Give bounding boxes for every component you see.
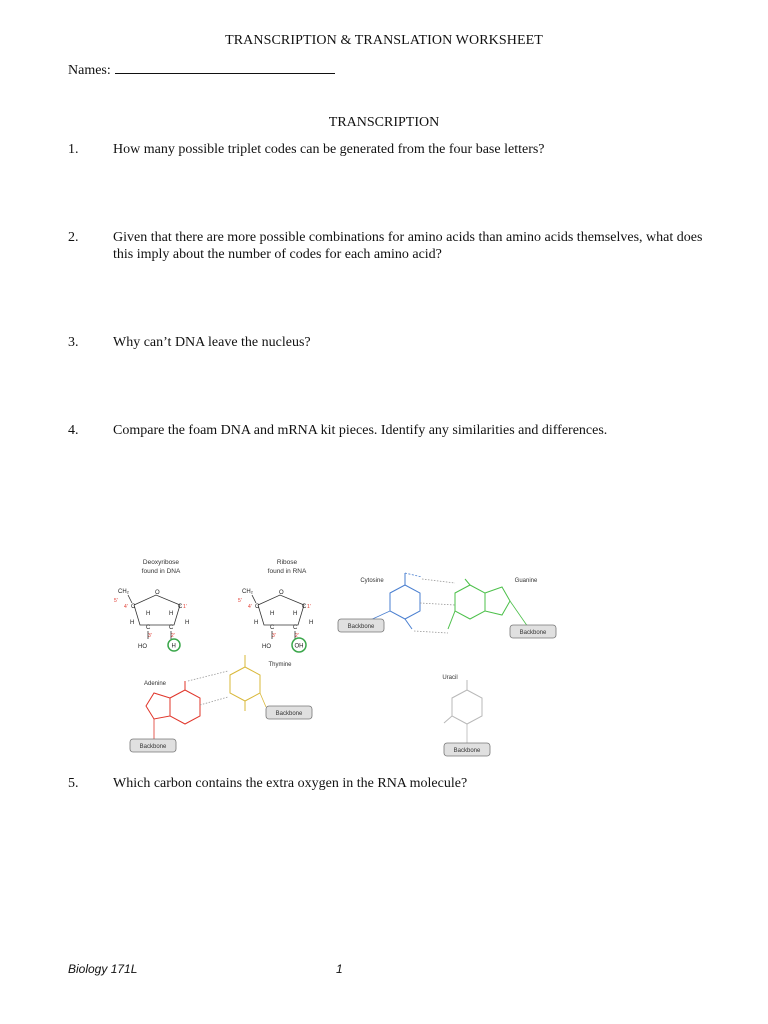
- carbon-label: C: [255, 604, 260, 610]
- carbon-label: C: [131, 604, 136, 610]
- hydrogen-label: H: [130, 620, 135, 626]
- cytosine-guanine-pair: [338, 573, 556, 638]
- question-text: Why can’t DNA leave the nucleus?: [113, 335, 311, 350]
- footer-page-number: 1: [336, 962, 343, 976]
- prime-label: 3': [148, 633, 152, 639]
- prime-label: 1': [183, 604, 187, 610]
- nucleotide-structures-figure: [110, 553, 570, 763]
- question-number: 1.: [68, 142, 79, 157]
- section-title: TRANSCRIPTION: [328, 115, 440, 130]
- names-label: Names:: [68, 63, 111, 78]
- hydrogen-label: H: [254, 620, 259, 626]
- backbone-label: Backbone: [347, 624, 375, 630]
- prime-label: 5': [238, 598, 242, 604]
- hydrogen-label: H: [169, 611, 174, 617]
- question-number: 3.: [68, 335, 79, 350]
- question-text: Which carbon contains the extra oxygen in the RNA molecule?: [113, 776, 468, 791]
- hydrogen-label: H: [146, 611, 151, 617]
- deoxyribose-label: Deoxyribose: [142, 559, 180, 566]
- uracil-structure: [442, 675, 490, 756]
- deoxyribose-structure: [114, 559, 189, 651]
- backbone-label: Backbone: [519, 630, 547, 636]
- adenine-thymine-pair: [130, 655, 312, 752]
- ribose-structure: [238, 559, 313, 652]
- hydrogen-label: H: [309, 620, 314, 626]
- prime-label: 2': [295, 633, 299, 639]
- adenine-label: Adenine: [143, 681, 167, 687]
- ch2-label: CH₂: [118, 589, 129, 595]
- hydrogen-label: H: [185, 620, 190, 626]
- backbone-label: Backbone: [453, 748, 481, 754]
- question-number: 4.: [68, 423, 79, 438]
- backbone-label: Backbone: [275, 711, 303, 717]
- worksheet-title: TRANSCRIPTION & TRANSLATION WORKSHEET: [225, 33, 543, 48]
- question-text: Compare the foam DNA and mRNA kit pieces. Identify any similarities and differences.: [113, 423, 608, 438]
- hydroxyl-label: OH: [294, 643, 304, 650]
- cytosine-label: Cytosine: [360, 578, 384, 584]
- ribose-sublabel: found in RNA: [267, 568, 307, 575]
- carbon-label: C: [178, 604, 183, 610]
- ch2-label: CH₂: [242, 589, 253, 595]
- ribose-label: Ribose: [276, 559, 298, 566]
- question-number: 5.: [68, 776, 79, 791]
- ring-oxygen: O: [155, 590, 160, 596]
- carbon-label: C: [270, 625, 275, 631]
- prime-label: 3': [272, 633, 276, 639]
- carbon-label: C: [293, 625, 298, 631]
- ring-oxygen: O: [279, 590, 284, 596]
- thymine-label: Thymine: [268, 662, 292, 668]
- question-text: Given that there are more possible combinations for amino acids than amino acids themselves, what does this imply about the number of codes for each amino acid?: [113, 230, 703, 262]
- hydroxyl-label: HO: [262, 644, 271, 650]
- prime-label: 1': [307, 604, 311, 610]
- prime-label: 4': [248, 604, 252, 610]
- carbon-label: C: [146, 625, 151, 631]
- prime-label: 5': [114, 598, 118, 604]
- hydrogen-label: H: [270, 611, 275, 617]
- names-field: [68, 61, 335, 79]
- prime-label: 4': [124, 604, 128, 610]
- prime-label: 2': [171, 633, 175, 639]
- guanine-label: Guanine: [514, 578, 538, 584]
- question-text: How many possible triplet codes can be generated from the four base letters?: [113, 142, 545, 157]
- carbon-label: C: [169, 625, 174, 631]
- deoxyribose-sublabel: found in DNA: [141, 568, 181, 575]
- uracil-label: Uracil: [442, 675, 458, 681]
- carbon-label: C: [302, 604, 307, 610]
- footer-course: Biology 171L: [68, 962, 138, 976]
- names-blank-line: [115, 61, 335, 74]
- hydrogen-label: H: [171, 643, 176, 650]
- hydrogen-label: H: [293, 611, 298, 617]
- hydroxyl-label: HO: [138, 644, 147, 650]
- question-number: 2.: [68, 230, 79, 245]
- backbone-label: Backbone: [139, 744, 167, 750]
